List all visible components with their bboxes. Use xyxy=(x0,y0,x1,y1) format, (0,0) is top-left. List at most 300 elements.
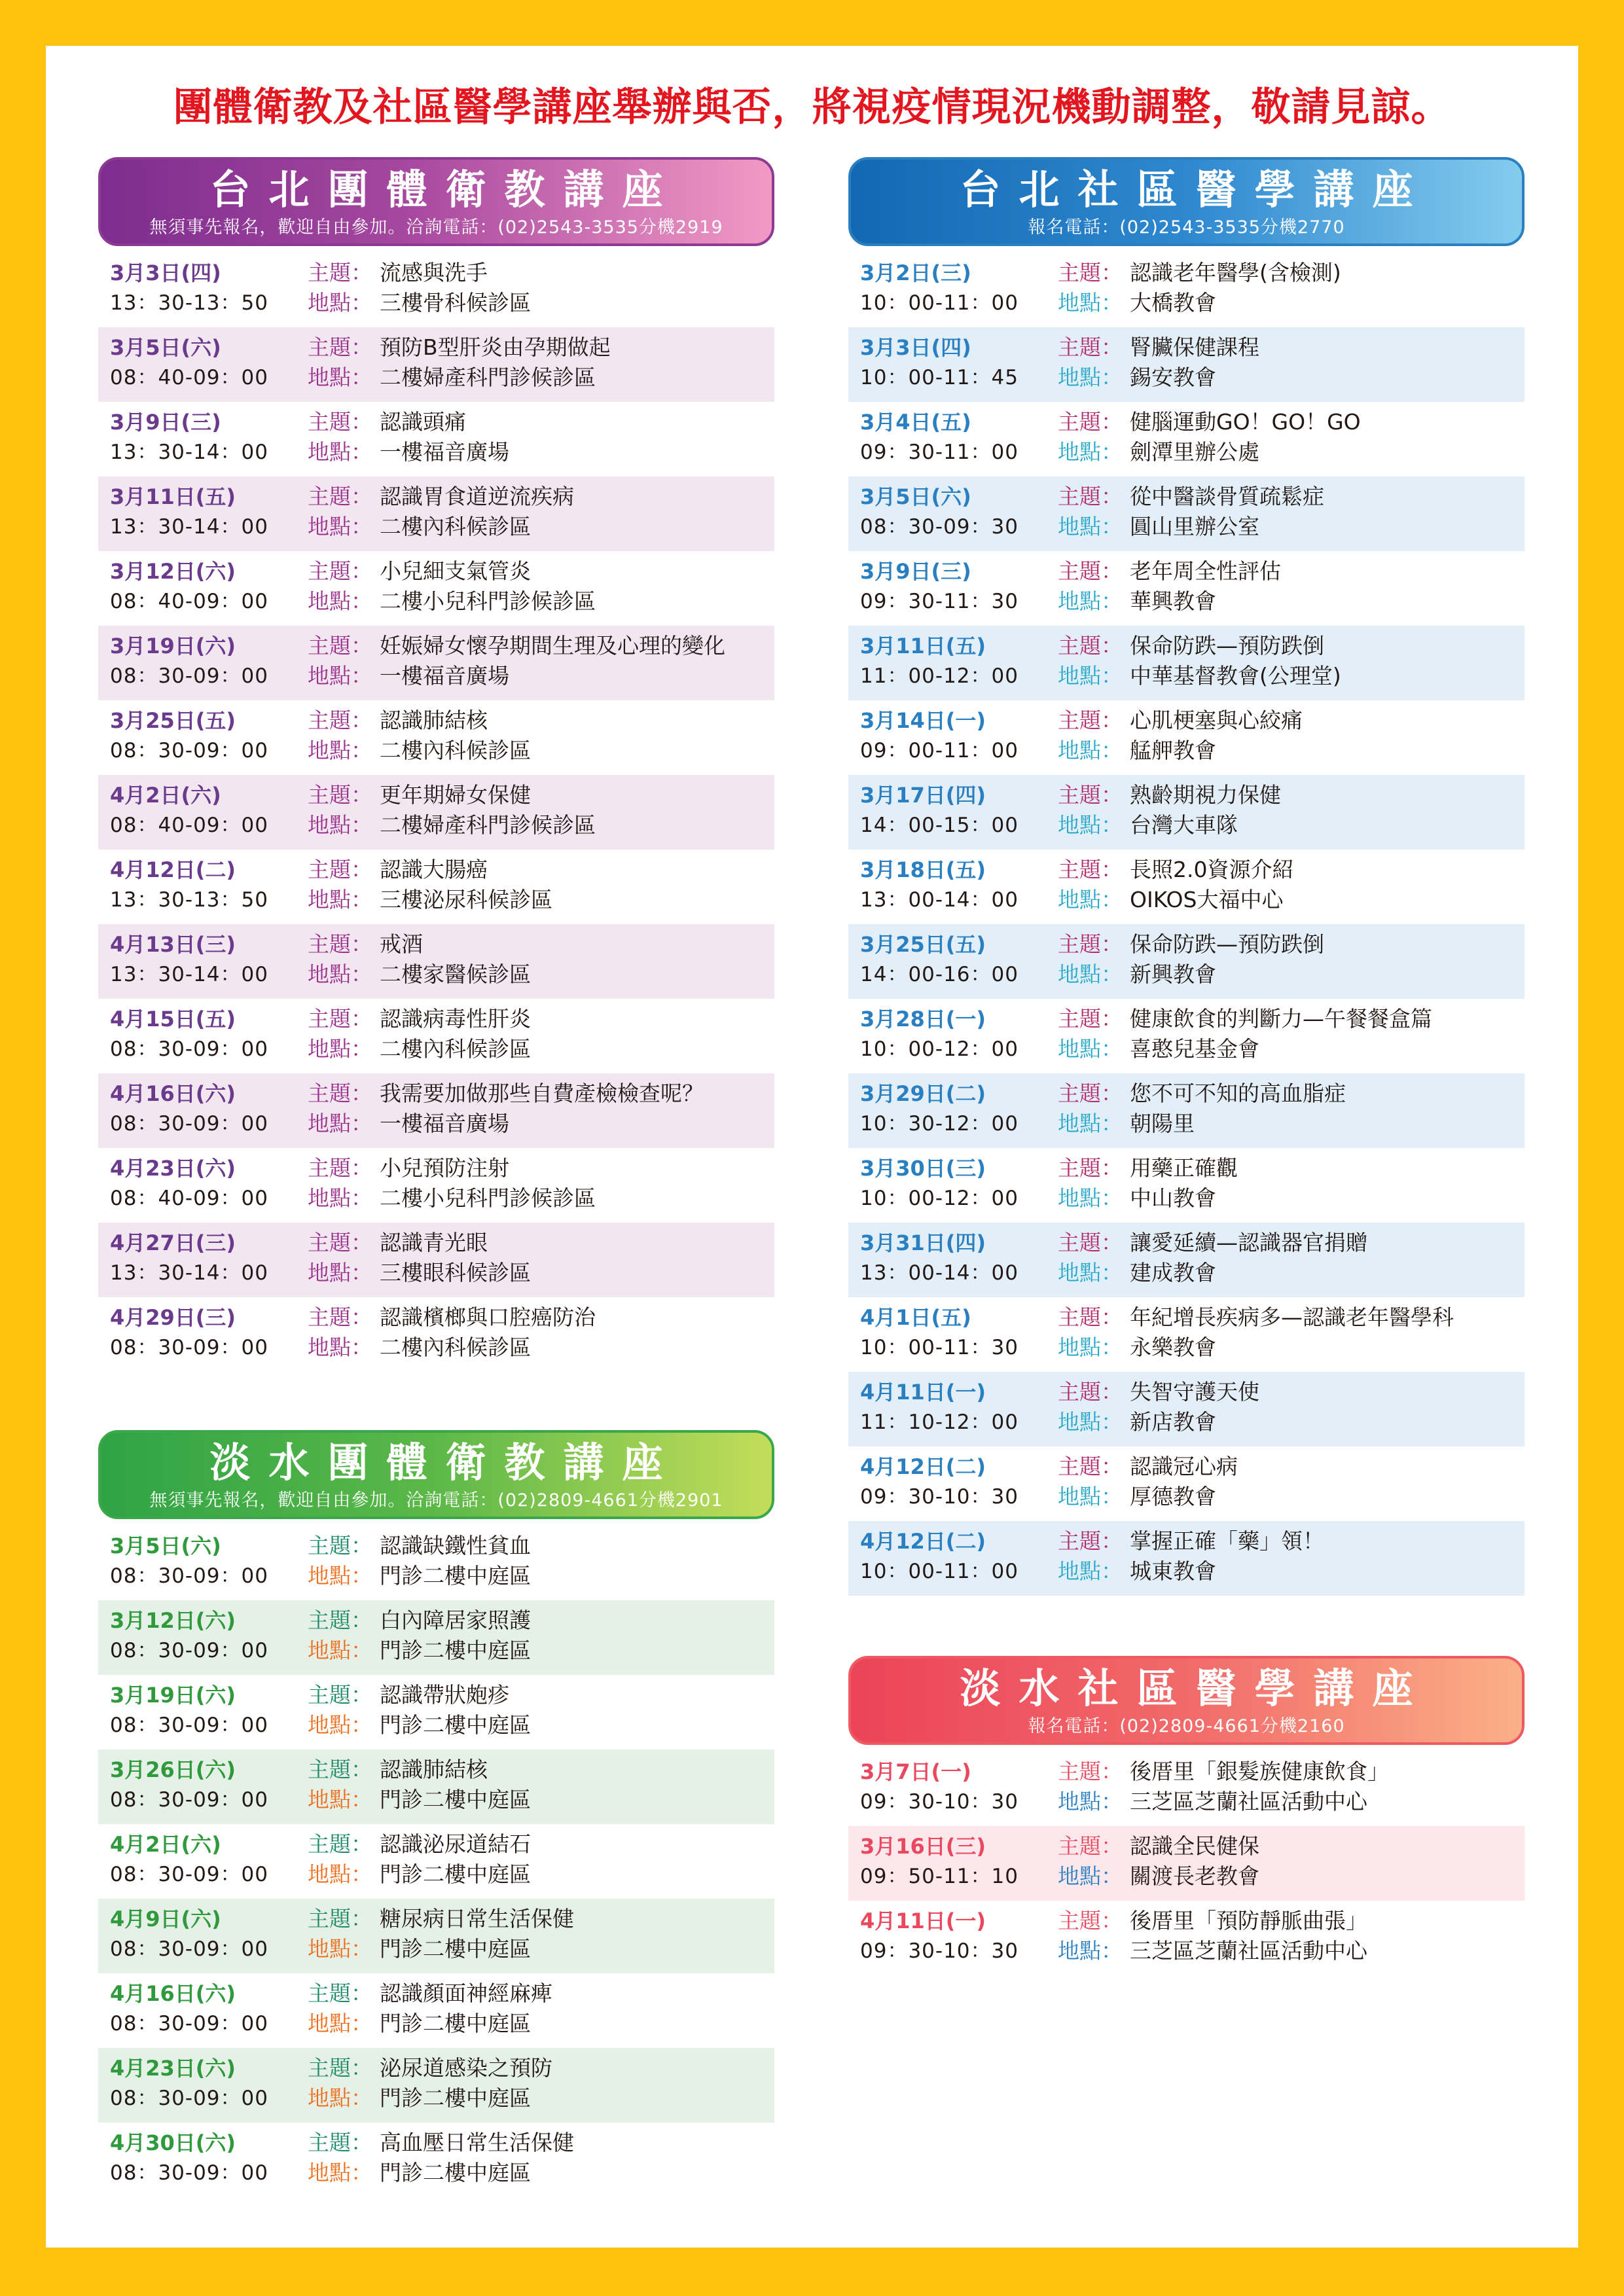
lecture-topic: 用藥正確觀 xyxy=(1130,1155,1238,1181)
topic-label: 主題： xyxy=(1058,1454,1123,1479)
lecture-time: 13：30-13：50 xyxy=(110,291,268,315)
lecture-date: 3月26日(六) xyxy=(110,1757,236,1782)
place-label: 地點： xyxy=(1058,1558,1123,1584)
lecture-topic: 認識缺鐵性貧血 xyxy=(380,1533,531,1558)
lecture-topic: 高血壓日常生活保健 xyxy=(380,2130,574,2155)
place-label: 地點： xyxy=(1058,1938,1123,1964)
lecture-date: 4月11日(一) xyxy=(860,1909,986,1933)
lecture-place: 二樓家醫候診區 xyxy=(380,961,531,987)
lecture-row xyxy=(848,476,1525,551)
lecture-row xyxy=(98,402,774,476)
topic-label: 主題： xyxy=(1058,558,1123,584)
place-label: 地點： xyxy=(1058,1789,1123,1814)
topic-label: 主題： xyxy=(1058,1155,1123,1181)
section-subtitle: 報名電話：(02)2809-4661分機2160 xyxy=(1028,1716,1345,1736)
lecture-time: 13：00-14：00 xyxy=(860,888,1019,912)
lecture-topic: 認識頭痛 xyxy=(380,409,466,435)
lecture-date: 3月3日(四) xyxy=(860,335,971,360)
place-label: 地點： xyxy=(308,1712,372,1738)
lecture-row xyxy=(848,327,1525,402)
place-label: 地點： xyxy=(1058,961,1123,987)
lecture-time: 08：30-09：00 xyxy=(110,739,268,762)
place-label: 地點： xyxy=(308,2160,372,2185)
lecture-date: 4月1日(五) xyxy=(860,1305,971,1330)
lecture-place: 華興教會 xyxy=(1130,588,1216,614)
lecture-topic: 老年周全性評估 xyxy=(1130,558,1281,584)
lecture-row xyxy=(848,551,1525,626)
lecture-topic: 保命防跌—預防跌倒 xyxy=(1130,931,1324,957)
place-label: 地點： xyxy=(308,887,372,912)
lecture-date: 3月7日(一) xyxy=(860,1759,971,1784)
lecture-time: 11：00-12：00 xyxy=(860,664,1019,688)
lecture-time: 13：30-14：00 xyxy=(110,1261,268,1285)
taipei-community-banner xyxy=(848,157,1525,246)
lecture-row xyxy=(98,1675,774,1749)
topic-label: 主題： xyxy=(1058,1006,1123,1031)
lecture-row xyxy=(98,476,774,551)
taipei-group-banner xyxy=(98,157,774,246)
topic-label: 主題： xyxy=(308,1155,372,1181)
lecture-date: 3月3日(四) xyxy=(110,260,221,285)
place-label: 地點： xyxy=(308,588,372,614)
tamsui-community-banner xyxy=(848,1656,1525,1745)
lecture-time: 08：30-09：00 xyxy=(110,1937,268,1961)
lecture-row xyxy=(98,1297,774,1372)
lecture-place: 圓山里辦公室 xyxy=(1130,514,1259,539)
lecture-time: 09：30-10：30 xyxy=(860,1939,1019,1963)
lecture-place: 三芝區芝蘭社區活動中心 xyxy=(1130,1789,1367,1814)
lecture-row xyxy=(98,551,774,626)
lecture-place: 三樓眼科候診區 xyxy=(380,1260,531,1285)
place-label: 地點： xyxy=(1058,1185,1123,1211)
place-label: 地點： xyxy=(308,1111,372,1136)
topic-label: 主題： xyxy=(308,1081,372,1106)
lecture-time: 14：00-15：00 xyxy=(860,814,1019,837)
section-title: 淡水社區醫學講座 xyxy=(960,1664,1432,1712)
topic-label: 主題： xyxy=(308,1230,372,1255)
lecture-place: 一樓福音廣場 xyxy=(380,1111,509,1136)
lecture-date: 3月18日(五) xyxy=(860,857,986,882)
lecture-date: 3月17日(四) xyxy=(860,783,986,808)
lecture-topic: 妊娠婦女懷孕期間生理及心理的變化 xyxy=(380,633,725,658)
topic-label: 主題： xyxy=(308,1682,372,1708)
lecture-topic: 糖尿病日常生活保健 xyxy=(380,1906,574,1931)
lecture-place: 建成教會 xyxy=(1130,1260,1216,1285)
topic-label: 主題： xyxy=(1058,334,1123,360)
lecture-date: 3月12日(六) xyxy=(110,1608,236,1633)
lecture-topic: 認識青光眼 xyxy=(380,1230,488,1255)
lecture-topic: 認識肺結核 xyxy=(380,708,488,733)
topic-label: 主題： xyxy=(308,1006,372,1031)
lecture-date: 4月2日(六) xyxy=(110,783,221,808)
place-label: 地點： xyxy=(308,663,372,689)
lecture-time: 10：00-11：45 xyxy=(860,366,1019,389)
lecture-topic: 認識大腸癌 xyxy=(380,857,488,882)
topic-label: 主題： xyxy=(308,1757,372,1782)
lecture-place: 三樓泌尿科候診區 xyxy=(380,887,552,912)
taipei-group-list xyxy=(98,253,774,1372)
place-label: 地點： xyxy=(308,1787,372,1812)
lecture-topic: 健康飲食的判斷力—午餐餐盒篇 xyxy=(1130,1006,1432,1031)
lecture-place: 門診二樓中庭區 xyxy=(380,1861,531,1887)
topic-label: 主題： xyxy=(1058,1379,1123,1405)
lecture-topic: 後厝里「銀髮族健康飲食」 xyxy=(1130,1759,1389,1784)
topic-label: 主題： xyxy=(308,1533,372,1558)
lecture-date: 4月16日(六) xyxy=(110,1081,236,1106)
topic-label: 主題： xyxy=(1058,1230,1123,1255)
lecture-row xyxy=(848,1446,1525,1521)
lecture-date: 3月5日(六) xyxy=(110,1534,221,1558)
lecture-time: 08：30-09：00 xyxy=(110,2012,268,2036)
lecture-row xyxy=(848,1826,1525,1901)
topic-label: 主題： xyxy=(1058,1081,1123,1106)
lecture-time: 10：00-11：00 xyxy=(860,291,1019,315)
lecture-time: 10：00-11：00 xyxy=(860,1560,1019,1583)
lecture-date: 4月29日(三) xyxy=(110,1305,236,1330)
lecture-topic: 您不可不知的高血脂症 xyxy=(1130,1081,1346,1106)
tamsui-community-list xyxy=(848,1751,1525,1975)
lecture-row xyxy=(98,700,774,775)
lecture-topic: 認識冠心病 xyxy=(1130,1454,1238,1479)
lecture-time: 08：30-09：00 xyxy=(110,1564,268,1588)
lecture-date: 3月14日(一) xyxy=(860,708,986,733)
lecture-time: 08：30-09：00 xyxy=(110,1788,268,1812)
lecture-time: 13：00-14：00 xyxy=(860,1261,1019,1285)
lecture-topic: 後厝里「預防靜脈曲張」 xyxy=(1130,1908,1367,1933)
lecture-date: 4月15日(五) xyxy=(110,1007,236,1031)
topic-label: 主題： xyxy=(308,260,372,285)
lecture-time: 08：30-09：00 xyxy=(110,1863,268,1886)
lecture-topic: 從中醫談骨質疏鬆症 xyxy=(1130,484,1324,509)
place-label: 地點： xyxy=(1058,1863,1123,1889)
lecture-place: 門診二樓中庭區 xyxy=(380,2160,531,2185)
lecture-row xyxy=(848,1372,1525,1446)
lecture-row xyxy=(98,1073,774,1148)
section-subtitle: 報名電話：(02)2543-3535分機2770 xyxy=(1028,217,1345,238)
lecture-place: 喜憨兒基金會 xyxy=(1130,1036,1259,1062)
lecture-date: 3月5日(六) xyxy=(860,484,971,509)
lecture-place: 一樓福音廣場 xyxy=(380,663,509,689)
lecture-row xyxy=(848,924,1525,999)
lecture-time: 08：40-09：00 xyxy=(110,590,268,613)
topic-label: 主題： xyxy=(1058,782,1123,808)
lecture-date: 4月12日(二) xyxy=(860,1529,986,1554)
topic-label: 主題： xyxy=(308,2055,372,2081)
lecture-row xyxy=(98,775,774,850)
place-label: 地點： xyxy=(308,514,372,539)
lecture-time: 13：30-14：00 xyxy=(110,963,268,986)
tamsui-group-section xyxy=(98,1430,774,2185)
topic-label: 主題： xyxy=(1058,1304,1123,1330)
lecture-place: 二樓小兒科門診候診區 xyxy=(380,1185,596,1211)
lecture-topic: 認識顏面神經麻痺 xyxy=(380,1981,552,2006)
section-subtitle: 無須事先報名，歡迎自由參加。洽詢電話：(02)2809-4661分機2901 xyxy=(149,1490,723,1511)
lecture-place: OIKOS大福中心 xyxy=(1130,887,1284,912)
lecture-row xyxy=(848,1901,1525,1975)
lecture-place: 門診二樓中庭區 xyxy=(380,1563,531,1588)
topic-label: 主題： xyxy=(308,1304,372,1330)
lecture-time: 13：30-14：00 xyxy=(110,515,268,539)
lecture-row xyxy=(848,402,1525,476)
lecture-date: 4月16日(六) xyxy=(110,1981,236,2006)
place-label: 地點： xyxy=(1058,812,1123,838)
lecture-place: 中山教會 xyxy=(1130,1185,1216,1211)
lecture-place: 二樓內科候診區 xyxy=(380,1335,531,1360)
lecture-row xyxy=(848,253,1525,327)
topic-label: 主題： xyxy=(308,857,372,882)
lecture-row xyxy=(98,1148,774,1223)
lecture-row xyxy=(848,775,1525,850)
lecture-topic: 認識帶狀皰疹 xyxy=(380,1682,509,1708)
lecture-topic: 健腦運動GO！GO！GO xyxy=(1130,409,1361,435)
topic-label: 主題： xyxy=(308,2130,372,2155)
notice-banner: 團體衛教及社區醫學講座舉辦與否，將視疫情現況機動調整，敬請見諒。 xyxy=(173,84,1451,130)
lecture-place: 三樓骨科候診區 xyxy=(380,290,531,315)
tamsui-community-section xyxy=(848,1656,1525,1964)
lecture-place: 錫安教會 xyxy=(1130,365,1216,390)
topic-label: 主題： xyxy=(308,708,372,733)
lecture-place: 三芝區芝蘭社區活動中心 xyxy=(1130,1938,1367,1964)
lecture-time: 08：30-09：00 xyxy=(110,1639,268,1662)
lecture-date: 3月25日(五) xyxy=(860,932,986,957)
place-label: 地點： xyxy=(308,439,372,465)
lecture-time: 08：30-09：00 xyxy=(110,664,268,688)
topic-label: 主題： xyxy=(1058,1908,1123,1933)
lecture-row xyxy=(98,327,774,402)
lecture-date: 3月4日(五) xyxy=(860,410,971,435)
lecture-topic: 長照2.0資源介紹 xyxy=(1130,857,1294,882)
topic-label: 主題： xyxy=(308,782,372,808)
lecture-topic: 我需要加做那些自費產檢檢查呢？ xyxy=(380,1081,704,1106)
place-label: 地點： xyxy=(308,1638,372,1663)
lecture-time: 08：30-09：30 xyxy=(860,515,1019,539)
topic-label: 主題： xyxy=(308,633,372,658)
section-title: 台北團體衛教講座 xyxy=(209,166,681,213)
lecture-topic: 小兒細支氣管炎 xyxy=(380,558,531,584)
place-label: 地點： xyxy=(1058,663,1123,689)
lecture-time: 09：00-11：00 xyxy=(860,739,1019,762)
lecture-time: 08：40-09：00 xyxy=(110,814,268,837)
topic-label: 主題： xyxy=(308,409,372,435)
lecture-row xyxy=(848,1297,1525,1372)
lecture-date: 3月30日(三) xyxy=(860,1156,986,1181)
lecture-place: 艋舺教會 xyxy=(1130,738,1216,763)
lecture-topic: 保命防跌—預防跌倒 xyxy=(1130,633,1324,658)
lecture-time: 08：30-09：00 xyxy=(110,1713,268,1737)
place-label: 地點： xyxy=(1058,887,1123,912)
place-label: 地點： xyxy=(308,2011,372,2036)
lecture-place: 劍潭里辦公處 xyxy=(1130,439,1259,465)
lecture-row xyxy=(98,850,774,924)
place-label: 地點： xyxy=(308,1260,372,1285)
lecture-topic: 認識泌尿道結石 xyxy=(380,1831,531,1857)
lecture-row xyxy=(848,1751,1525,1826)
lecture-row xyxy=(848,1223,1525,1297)
lecture-topic: 認識老年醫學(含檢測) xyxy=(1130,260,1341,285)
lecture-topic: 認識病毒性肝炎 xyxy=(380,1006,531,1031)
lecture-time: 09：30-10：30 xyxy=(860,1790,1019,1814)
topic-label: 主題： xyxy=(1058,1759,1123,1784)
lecture-time: 10：30-12：00 xyxy=(860,1112,1019,1136)
place-label: 地點： xyxy=(308,2085,372,2111)
lecture-row xyxy=(848,1521,1525,1596)
place-label: 地點： xyxy=(1058,1335,1123,1360)
lecture-row xyxy=(848,850,1525,924)
lecture-time: 08：30-09：00 xyxy=(110,2087,268,2110)
topic-label: 主題： xyxy=(308,1831,372,1857)
lecture-time: 09：50-11：10 xyxy=(860,1865,1019,1888)
lecture-place: 二樓內科候診區 xyxy=(380,514,531,539)
place-label: 地點： xyxy=(1058,1484,1123,1509)
place-label: 地點： xyxy=(308,1036,372,1062)
lecture-date: 3月28日(一) xyxy=(860,1007,986,1031)
lecture-row xyxy=(98,2048,774,2123)
lecture-row xyxy=(98,1223,774,1297)
lecture-topic: 腎臟保健課程 xyxy=(1130,334,1259,360)
lecture-topic: 心肌梗塞與心絞痛 xyxy=(1130,708,1303,733)
lecture-row xyxy=(98,253,774,327)
lecture-date: 3月2日(三) xyxy=(860,260,971,285)
topic-label: 主題： xyxy=(1058,931,1123,957)
taipei-community-section xyxy=(848,157,1525,1584)
lecture-topic: 熟齡期視力保健 xyxy=(1130,782,1281,808)
lecture-place: 關渡長老教會 xyxy=(1130,1863,1259,1889)
lecture-row xyxy=(98,999,774,1073)
lecture-time: 09：30-11：30 xyxy=(860,590,1019,613)
lecture-place: 台灣大車隊 xyxy=(1130,812,1238,838)
lecture-place: 門診二樓中庭區 xyxy=(380,1787,531,1812)
lecture-topic: 戒酒 xyxy=(380,931,423,957)
place-label: 地點： xyxy=(1058,1111,1123,1136)
lecture-date: 4月23日(六) xyxy=(110,2056,236,2081)
lecture-date: 3月31日(四) xyxy=(860,1230,986,1255)
lecture-time: 13：30-13：50 xyxy=(110,888,268,912)
place-label: 地點： xyxy=(308,1861,372,1887)
topic-label: 主題： xyxy=(308,1906,372,1931)
lecture-place: 中華基督教會(公理堂) xyxy=(1130,663,1341,689)
lecture-row xyxy=(848,626,1525,700)
lecture-time: 08：40-09：00 xyxy=(110,366,268,389)
section-subtitle: 無須事先報名，歡迎自由參加。洽詢電話：(02)2543-3535分機2919 xyxy=(149,217,723,238)
place-label: 地點： xyxy=(308,1936,372,1962)
lecture-place: 門診二樓中庭區 xyxy=(380,1936,531,1962)
lecture-row xyxy=(98,1600,774,1675)
lecture-date: 4月2日(六) xyxy=(110,1832,221,1857)
lecture-row xyxy=(98,1973,774,2048)
poster-sheet xyxy=(46,46,1578,2248)
lecture-row xyxy=(98,626,774,700)
lecture-date: 3月16日(三) xyxy=(860,1834,986,1859)
lecture-place: 門診二樓中庭區 xyxy=(380,1712,531,1738)
lecture-row xyxy=(848,700,1525,775)
lecture-row xyxy=(98,924,774,999)
lecture-topic: 泌尿道感染之預防 xyxy=(380,2055,552,2081)
lecture-row xyxy=(98,1899,774,1973)
lecture-place: 朝陽里 xyxy=(1130,1111,1195,1136)
lecture-row xyxy=(98,1824,774,1899)
lecture-date: 4月12日(二) xyxy=(110,857,236,882)
lecture-place: 二樓小兒科門診候診區 xyxy=(380,588,596,614)
lecture-date: 3月9日(三) xyxy=(110,410,221,435)
taipei-community-list xyxy=(848,253,1525,1596)
lecture-time: 08：40-09：00 xyxy=(110,1187,268,1210)
lecture-place: 大橋教會 xyxy=(1130,290,1216,315)
lecture-topic: 流感與洗手 xyxy=(380,260,488,285)
topic-label: 主題： xyxy=(1058,1833,1123,1859)
lecture-place: 新店教會 xyxy=(1130,1409,1216,1435)
place-label: 地點： xyxy=(308,365,372,390)
place-label: 地點： xyxy=(308,1185,372,1211)
lecture-place: 門診二樓中庭區 xyxy=(380,1638,531,1663)
lecture-date: 4月30日(六) xyxy=(110,2130,236,2155)
lecture-time: 10：00-12：00 xyxy=(860,1187,1019,1210)
lecture-date: 3月5日(六) xyxy=(110,335,221,360)
place-label: 地點： xyxy=(1058,1036,1123,1062)
lecture-topic: 認識肺結核 xyxy=(380,1757,488,1782)
lecture-row xyxy=(848,999,1525,1073)
topic-label: 主題： xyxy=(1058,409,1123,435)
place-label: 地點： xyxy=(1058,588,1123,614)
place-label: 地點： xyxy=(1058,1260,1123,1285)
lecture-place: 一樓福音廣場 xyxy=(380,439,509,465)
lecture-topic: 小兒預防注射 xyxy=(380,1155,509,1181)
lecture-time: 08：30-09：00 xyxy=(110,1336,268,1359)
lecture-place: 二樓內科候診區 xyxy=(380,738,531,763)
place-label: 地點： xyxy=(1058,365,1123,390)
lecture-date: 3月9日(三) xyxy=(860,559,971,584)
lecture-date: 4月12日(二) xyxy=(860,1454,986,1479)
place-label: 地點： xyxy=(308,738,372,763)
topic-label: 主題： xyxy=(308,484,372,509)
lecture-topic: 讓愛延續—認識器官捐贈 xyxy=(1130,1230,1367,1255)
lecture-topic: 預防B型肝炎由孕期做起 xyxy=(380,334,611,360)
section-title: 台北社區醫學講座 xyxy=(960,166,1432,213)
lecture-topic: 更年期婦女保健 xyxy=(380,782,531,808)
lecture-row xyxy=(98,1749,774,1824)
place-label: 地點： xyxy=(308,812,372,838)
lecture-date: 3月12日(六) xyxy=(110,559,236,584)
lecture-time: 09：30-10：30 xyxy=(860,1485,1019,1509)
lecture-place: 二樓婦產科門診候診區 xyxy=(380,812,596,838)
topic-label: 主題： xyxy=(1058,633,1123,658)
lecture-date: 4月27日(三) xyxy=(110,1230,236,1255)
topic-label: 主題： xyxy=(1058,484,1123,509)
place-label: 地點： xyxy=(308,1563,372,1588)
place-label: 地點： xyxy=(1058,514,1123,539)
lecture-topic: 認識胃食道逆流疾病 xyxy=(380,484,574,509)
lecture-topic: 年紀增長疾病多—認識老年醫學科 xyxy=(1130,1304,1454,1330)
topic-label: 主題： xyxy=(308,1607,372,1633)
tamsui-group-banner xyxy=(98,1430,774,1519)
lecture-date: 4月23日(六) xyxy=(110,1156,236,1181)
lecture-place: 二樓內科候診區 xyxy=(380,1036,531,1062)
lecture-row xyxy=(98,1526,774,1600)
lecture-time: 11：10-12：00 xyxy=(860,1410,1019,1434)
lecture-time: 08：30-09：00 xyxy=(110,1037,268,1061)
lecture-date: 4月11日(一) xyxy=(860,1380,986,1405)
lecture-date: 4月9日(六) xyxy=(110,1907,221,1931)
place-label: 地點： xyxy=(1058,290,1123,315)
topic-label: 主題： xyxy=(1058,708,1123,733)
lecture-place: 二樓婦產科門診候診區 xyxy=(380,365,596,390)
lecture-row xyxy=(98,2123,774,2197)
topic-label: 主題： xyxy=(1058,1528,1123,1554)
lecture-topic: 認識檳榔與口腔癌防治 xyxy=(380,1304,596,1330)
topic-label: 主題： xyxy=(1058,260,1123,285)
lecture-date: 3月19日(六) xyxy=(110,1683,236,1708)
place-label: 地點： xyxy=(308,961,372,987)
topic-label: 主題： xyxy=(308,558,372,584)
